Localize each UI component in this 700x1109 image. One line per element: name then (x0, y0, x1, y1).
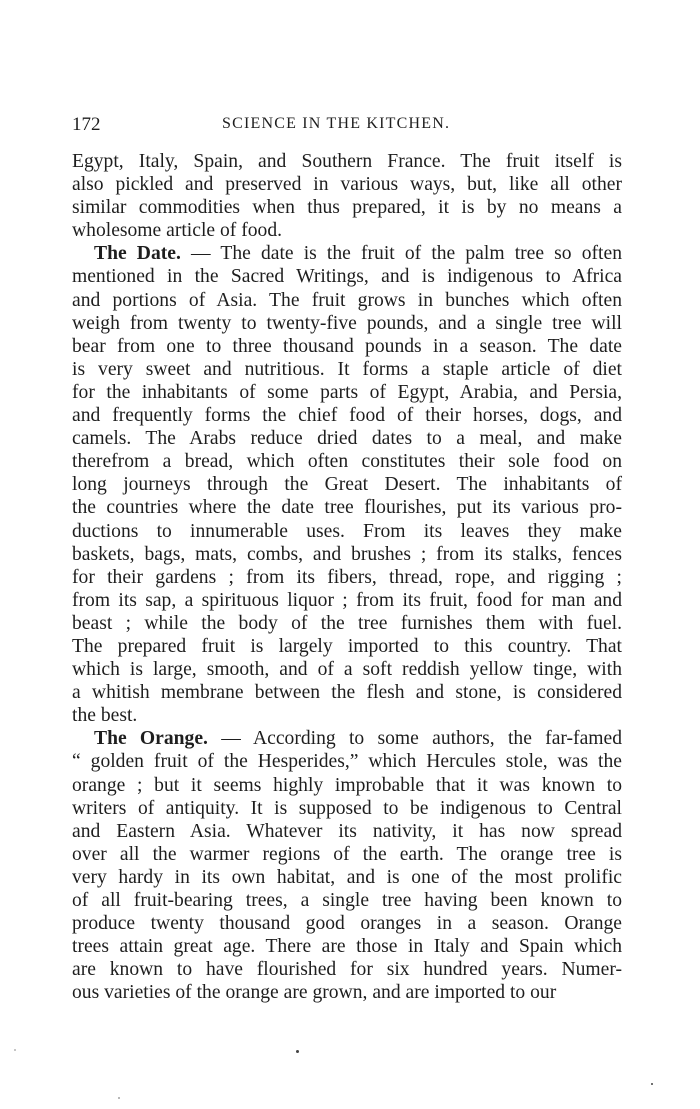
paragraph (72, 727, 622, 1004)
text-line (72, 242, 622, 265)
line-text: the best. (72, 705, 138, 727)
scan-speck (118, 1097, 120, 1099)
section-heading: The Date. (94, 243, 181, 265)
text-line (72, 774, 622, 797)
line-text: similar commodities when thus prepared, it is by no means a (72, 197, 622, 219)
line-text: which is large, smooth, and of a soft reddish yellow tinge, with (72, 659, 622, 681)
text-line (72, 473, 622, 496)
line-text: of all fruit-bearing trees, a single tree having been known to (72, 890, 622, 911)
line-text: writers of antiquity. It is supposed to be indigenous to Central (72, 797, 622, 819)
line-text: long journeys through the Great Desert. The inhabitants of (72, 474, 622, 496)
paragraph (72, 150, 622, 242)
line-text: bear from one to three thousand pounds in a season. The date (72, 335, 622, 357)
line-text: Egypt, Italy, Spain, and Southern France. The fruit itself is (72, 151, 622, 172)
text-line (72, 173, 622, 196)
text-line (72, 797, 622, 820)
running-title: SCIENCE IN THE KITCHEN. (222, 115, 451, 132)
running-head (72, 114, 622, 142)
line-text: for their gardens ; from its fibers, thread, rope, and rigging ; (72, 566, 622, 588)
text-line (72, 912, 622, 935)
text-line (72, 520, 622, 543)
text-line (72, 635, 622, 658)
text-line (72, 958, 622, 981)
line-text: and Eastern Asia. Whatever its nativity, it has now spread (72, 820, 622, 842)
text-line (72, 935, 622, 958)
text-line (72, 265, 622, 288)
line-text: — The date is the fruit of the palm tree so often (180, 243, 622, 265)
line-text: is very sweet and nutritious. It forms a staple article of diet (72, 358, 622, 380)
text-line (72, 404, 622, 427)
text-line (72, 704, 622, 727)
text-line (72, 496, 622, 519)
line-text: the countries where the date tree flourishes, put its various pro- (72, 497, 622, 519)
text-line (72, 981, 622, 1004)
text-line (72, 589, 622, 612)
text-line (72, 312, 622, 335)
text-line (72, 681, 622, 704)
text-line (72, 450, 622, 473)
line-text: trees attain great age. There are those in Italy and Spain which (72, 936, 622, 958)
line-text: weigh from twenty to twenty-five pounds, and a single tree will (72, 312, 622, 334)
line-text: therefrom a bread, which often constitutes their sole food on (72, 451, 622, 473)
line-text: also pickled and preserved in various ways, but, like all other (72, 174, 622, 196)
text-line (72, 750, 622, 773)
text-line (72, 150, 622, 173)
page-number: 172 (72, 114, 101, 135)
text-line (72, 358, 622, 381)
text-line (72, 866, 622, 889)
line-text: orange ; but it seems highly improbable that it was known to (72, 774, 622, 796)
text-line (72, 612, 622, 635)
line-text: and portions of Asia. The fruit grows in bunches which often (72, 289, 622, 311)
line-text: very hardy in its own habitat, and is one of the most prolific (72, 866, 622, 888)
line-text: ous varieties of the orange are grown, and are imported to our (72, 982, 557, 1004)
line-text: beast ; while the body of the tree furnishes them with fuel. (72, 612, 622, 634)
text-line (72, 381, 622, 404)
line-text: The prepared fruit is largely imported to this country. That (72, 635, 622, 657)
line-text: a whitish membrane between the flesh and stone, is considered (72, 682, 622, 704)
line-text: wholesome article of food. (72, 220, 283, 242)
text-line (72, 843, 622, 866)
line-text: “ golden fruit of the Hesperides,” which Hercules stole, was the (72, 751, 622, 773)
section-heading: The Orange. (94, 728, 208, 750)
line-text: for the inhabitants of some parts of Egypt, Arabia, and Persia, (72, 381, 622, 403)
line-text: and frequently forms the chief food of their horses, dogs, and (72, 405, 622, 427)
line-text: — According to some authors, the far-famed (207, 728, 623, 750)
line-text: from its sap, a spirituous liquor ; from its fruit, food for man and (72, 589, 622, 611)
text-line (72, 543, 622, 566)
text-line (72, 219, 622, 242)
text-line (72, 727, 622, 750)
line-text: over all the warmer regions of the earth. The orange tree is (72, 843, 622, 865)
text-line (72, 658, 622, 681)
text-line (72, 196, 622, 219)
scan-speck (651, 1083, 653, 1085)
text-line (72, 335, 622, 358)
line-text: camels. The Arabs reduce dried dates to a meal, and make (72, 428, 622, 450)
scan-speck (296, 1050, 299, 1053)
text-line (72, 820, 622, 843)
text-line (72, 566, 622, 589)
scan-speck (14, 1049, 16, 1051)
line-text: produce twenty thousand good oranges in a season. Orange (72, 913, 622, 935)
text-line (72, 289, 622, 312)
text-line (72, 889, 622, 912)
text-line (72, 427, 622, 450)
line-text: mentioned in the Sacred Writings, and is indigenous to Africa (72, 266, 622, 288)
line-text: ductions to innumerable uses. From its leaves they make (72, 520, 622, 542)
paragraph (72, 242, 622, 727)
line-text: baskets, bags, mats, combs, and brushes ; from its stalks, fences (72, 543, 622, 565)
body-text (72, 150, 622, 1004)
line-text: are known to have flourished for six hundred years. Numer- (72, 959, 622, 981)
book-page (72, 114, 622, 1004)
